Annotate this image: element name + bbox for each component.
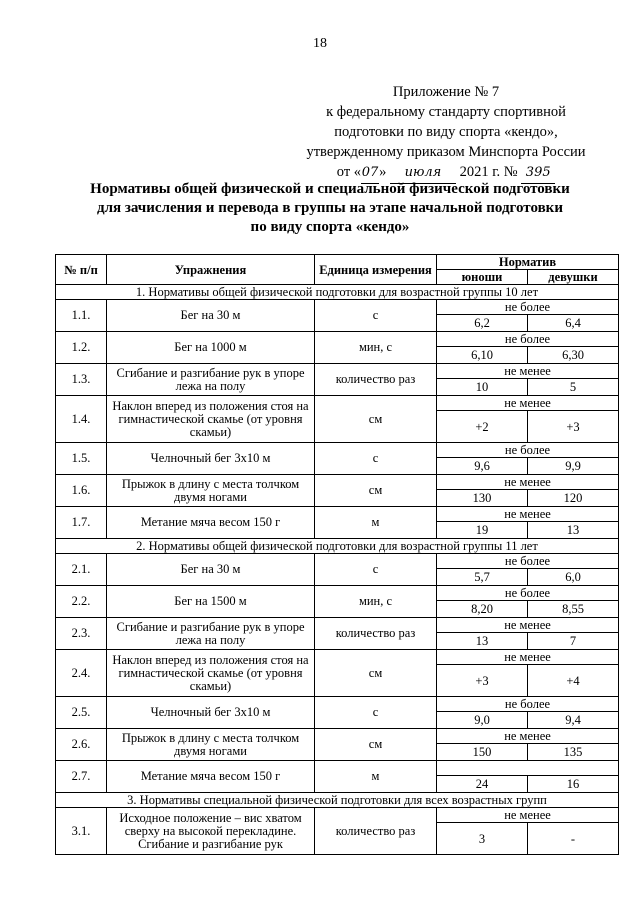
- exercise-name: Наклон вперед из положения стоя на гимнастической скамье (от уровня скамьи): [107, 650, 315, 697]
- value-girls: 135: [528, 744, 619, 761]
- header-norm: Норматив: [437, 255, 619, 270]
- row-number: 2.4.: [56, 650, 107, 697]
- section-row: [56, 793, 619, 808]
- norm-qualifier: не более: [437, 300, 619, 315]
- value-boys: 9,0: [437, 712, 528, 729]
- document-title: [30, 180, 630, 237]
- exercise-name: Исходное положение – вис хватом сверху на высокой перекладине. Сгибание и разгибание рук: [107, 808, 315, 855]
- row-number: 1.5.: [56, 443, 107, 475]
- row-number: 1.4.: [56, 396, 107, 443]
- exercise-name: Бег на 1000 м: [107, 332, 315, 364]
- norm-qualifier: не менее: [437, 808, 619, 823]
- norm-qualifier: не менее: [437, 618, 619, 633]
- value-girls: 7: [528, 633, 619, 650]
- header-boys: юноши: [437, 270, 528, 285]
- appendix-line-2: к федеральному стандарту спортивной: [326, 104, 566, 120]
- date-year: 2021 г. №: [459, 164, 518, 180]
- norm-qualifier: не более: [437, 554, 619, 569]
- value-boys: 9,6: [437, 458, 528, 475]
- exercise-name: Челночный бег 3x10 м: [107, 697, 315, 729]
- unit: с: [315, 697, 437, 729]
- unit: с: [315, 300, 437, 332]
- norm-qualifier: не более: [437, 697, 619, 712]
- header-exercise: Упражнения: [107, 255, 315, 285]
- table-row: [56, 618, 619, 633]
- value-girls: 9,4: [528, 712, 619, 729]
- table-row: [56, 443, 619, 458]
- date-day-suffix: »: [379, 164, 387, 180]
- section-title: 1. Нормативы общей физической подготовки для возрастной группы 10 лет: [56, 285, 619, 300]
- title-line-3: по виду спорта «кендо»: [250, 219, 410, 235]
- norm-qualifier: не менее: [437, 364, 619, 379]
- exercise-name: Прыжок в длину с места толчком двумя ногами: [107, 729, 315, 761]
- exercise-name: Бег на 1500 м: [107, 586, 315, 618]
- norm-qualifier: не менее: [437, 396, 619, 411]
- exercise-name: Сгибание и разгибание рук в упоре лежа на полу: [107, 618, 315, 650]
- unit: см: [315, 475, 437, 507]
- value-boys: 6,10: [437, 347, 528, 364]
- appendix-block: [290, 82, 602, 184]
- row-number: 2.5.: [56, 697, 107, 729]
- unit: количество раз: [315, 364, 437, 396]
- table-row: [56, 697, 619, 712]
- norm-qualifier: не менее: [437, 729, 619, 744]
- value-girls: 13: [528, 522, 619, 539]
- unit: с: [315, 554, 437, 586]
- row-number: 1.7.: [56, 507, 107, 539]
- norm-qualifier: не менее: [437, 650, 619, 665]
- header-girls: девушки: [528, 270, 619, 285]
- value-boys: 5,7: [437, 569, 528, 586]
- norm-qualifier: [437, 761, 619, 776]
- row-number: 1.3.: [56, 364, 107, 396]
- exercise-name: Прыжок в длину с места толчком двумя ногами: [107, 475, 315, 507]
- exercise-name: Наклон вперед из положения стоя на гимнастической скамье (от уровня скамьи): [107, 396, 315, 443]
- section-row: [56, 539, 619, 554]
- row-number: 2.1.: [56, 554, 107, 586]
- table-row: [56, 554, 619, 569]
- title-line-2: для зачисления и перевода в группы на этапе начальной подготовки: [97, 200, 563, 216]
- section-title: 3. Нормативы специальной физической подготовки для всех возрастных групп: [56, 793, 619, 808]
- unit: м: [315, 507, 437, 539]
- date-month: июля: [390, 163, 456, 184]
- row-number: 1.1.: [56, 300, 107, 332]
- exercise-name: Метание мяча весом 150 г: [107, 507, 315, 539]
- date-prefix: от «: [336, 164, 362, 180]
- unit: см: [315, 396, 437, 443]
- header-num: № п/п: [56, 255, 107, 285]
- value-boys: +3: [437, 665, 528, 697]
- appendix-line-4: утвержденному приказом Минспорта России: [306, 144, 586, 160]
- table-row: [56, 300, 619, 315]
- norm-qualifier: не менее: [437, 475, 619, 490]
- value-boys: +2: [437, 411, 528, 443]
- value-girls: 9,9: [528, 458, 619, 475]
- table-row: [56, 650, 619, 665]
- page-number: 18: [313, 36, 327, 51]
- appendix-line-1: Приложение № 7: [392, 84, 500, 100]
- unit: мин, с: [315, 586, 437, 618]
- value-girls: 6,4: [528, 315, 619, 332]
- value-boys: 24: [437, 776, 528, 793]
- row-number: 1.2.: [56, 332, 107, 364]
- value-girls: 5: [528, 379, 619, 396]
- section-title: 2. Нормативы общей физической подготовки для возрастной группы 11 лет: [56, 539, 619, 554]
- table-row: [56, 761, 619, 776]
- value-boys: 10: [437, 379, 528, 396]
- value-boys: 6,2: [437, 315, 528, 332]
- norm-qualifier: не менее: [437, 507, 619, 522]
- value-boys: 130: [437, 490, 528, 507]
- unit: количество раз: [315, 618, 437, 650]
- table-row: [56, 364, 619, 379]
- row-number: 2.3.: [56, 618, 107, 650]
- table-row: [56, 586, 619, 601]
- exercise-name: Бег на 30 м: [107, 554, 315, 586]
- table-row: [56, 475, 619, 490]
- value-girls: -: [528, 823, 619, 855]
- norm-qualifier: не более: [437, 586, 619, 601]
- table-row: [56, 396, 619, 411]
- value-girls: +4: [528, 665, 619, 697]
- date-day: 07: [361, 163, 379, 184]
- value-boys: 3: [437, 823, 528, 855]
- table-row: [56, 808, 619, 823]
- exercise-name: Сгибание и разгибание рук в упоре лежа на полу: [107, 364, 315, 396]
- table-row: [56, 507, 619, 522]
- norm-qualifier: не более: [437, 443, 619, 458]
- value-boys: 13: [437, 633, 528, 650]
- table-row: [56, 332, 619, 347]
- unit: с: [315, 443, 437, 475]
- order-number: 395: [521, 163, 555, 184]
- value-girls: 8,55: [528, 601, 619, 618]
- unit: мин, с: [315, 332, 437, 364]
- exercise-name: Челночный бег 3x10 м: [107, 443, 315, 475]
- appendix-line-3: подготовки по виду спорта «кендо»,: [334, 124, 558, 140]
- row-number: 3.1.: [56, 808, 107, 855]
- value-boys: 19: [437, 522, 528, 539]
- unit: см: [315, 729, 437, 761]
- row-number: 1.6.: [56, 475, 107, 507]
- value-boys: 8,20: [437, 601, 528, 618]
- value-girls: 16: [528, 776, 619, 793]
- standards-table: [55, 254, 619, 855]
- section-row: [56, 285, 619, 300]
- unit: количество раз: [315, 808, 437, 855]
- value-girls: 6,0: [528, 569, 619, 586]
- exercise-name: Метание мяча весом 150 г: [107, 761, 315, 793]
- row-number: 2.6.: [56, 729, 107, 761]
- header-unit: Единица измерения: [315, 255, 437, 285]
- table-row: [56, 729, 619, 744]
- row-number: 2.2.: [56, 586, 107, 618]
- unit: м: [315, 761, 437, 793]
- value-girls: 120: [528, 490, 619, 507]
- exercise-name: Бег на 30 м: [107, 300, 315, 332]
- unit: см: [315, 650, 437, 697]
- title-line-1: Нормативы общей физической и специальной физической подготовки: [90, 181, 570, 197]
- value-girls: +3: [528, 411, 619, 443]
- row-number: 2.7.: [56, 761, 107, 793]
- value-girls: 6,30: [528, 347, 619, 364]
- norm-qualifier: не более: [437, 332, 619, 347]
- value-boys: 150: [437, 744, 528, 761]
